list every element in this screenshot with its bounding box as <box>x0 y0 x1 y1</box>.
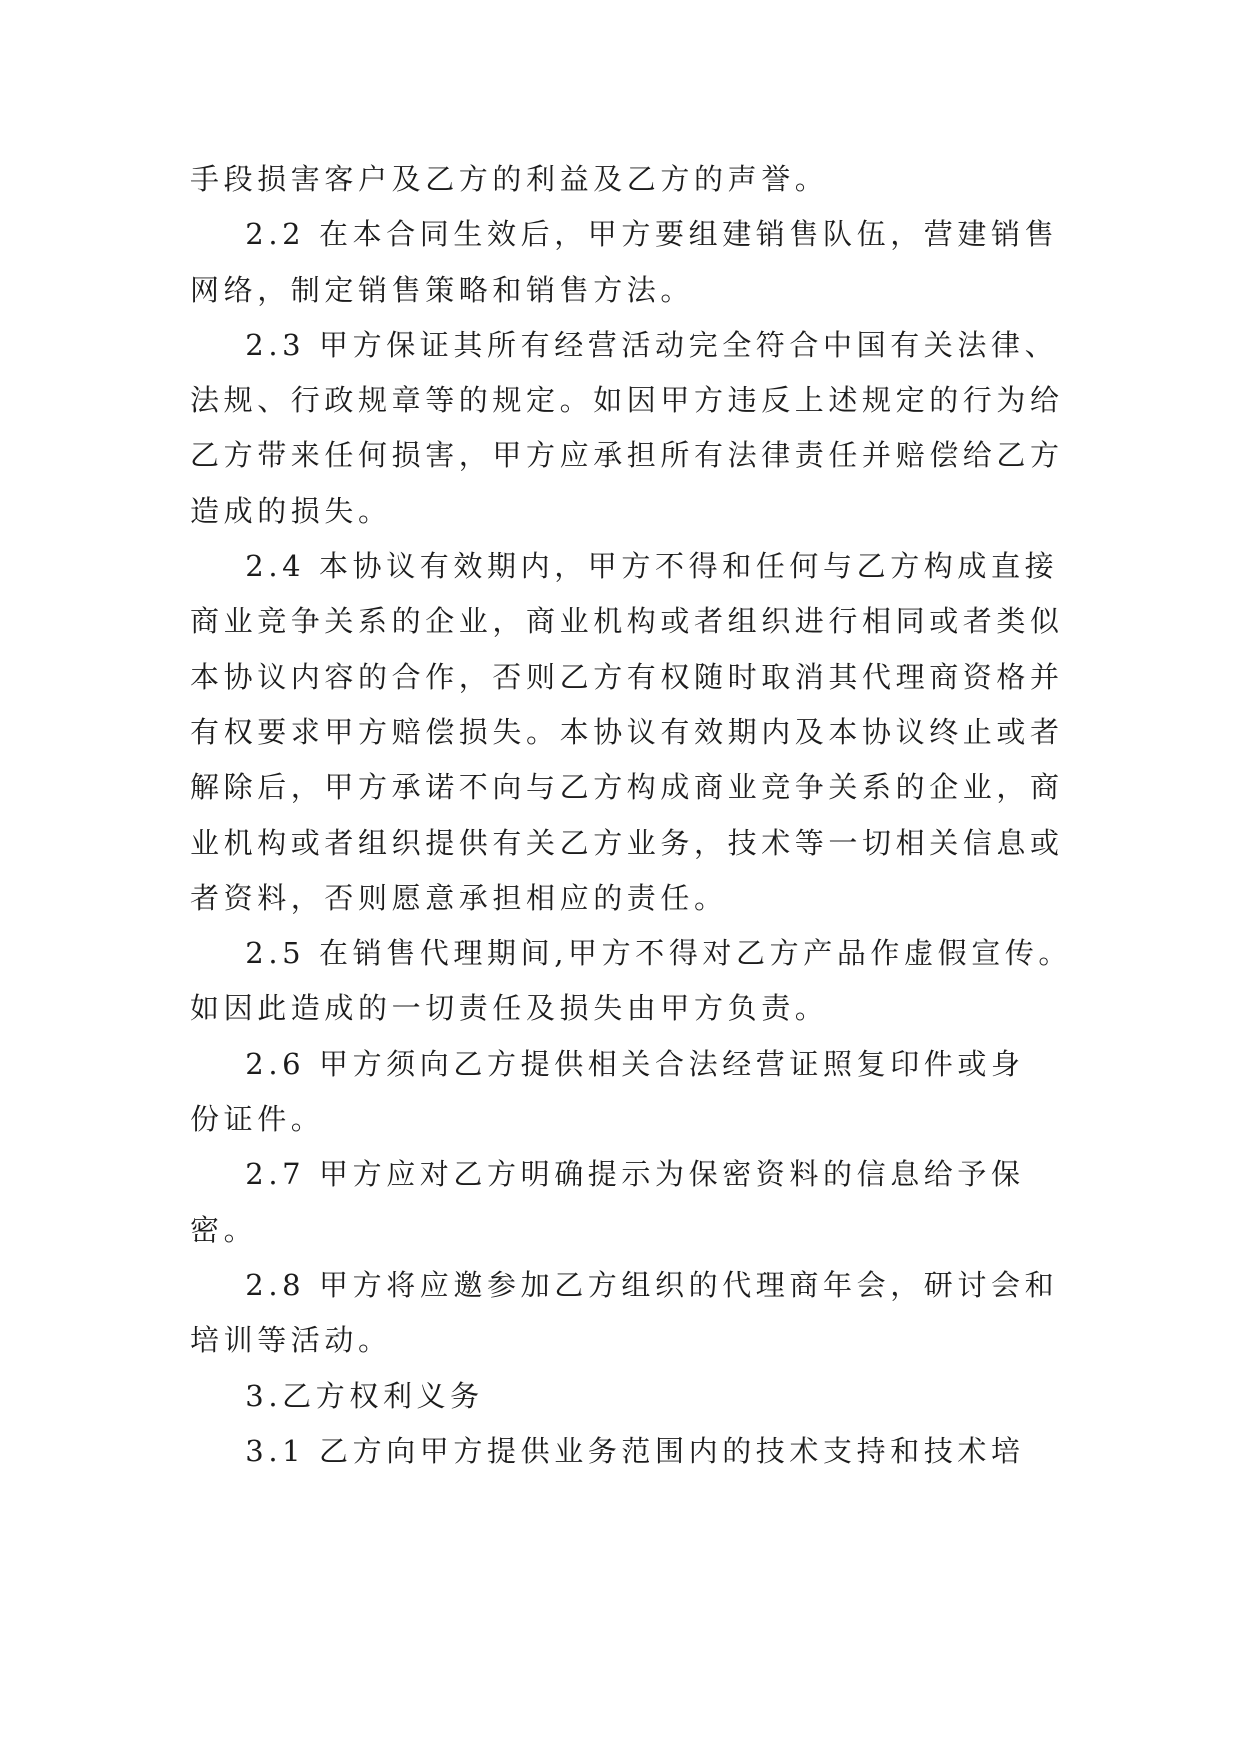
text-line: 2.2 在本合同生效后，甲方要组建销售队伍，营建销售 <box>190 217 1059 252</box>
text-line: 商业竞争关系的企业，商业机构或者组织进行相同或者类似 <box>190 604 1064 639</box>
text-line: 法规、行政规章等的规定。如因甲方违反上述规定的行为给 <box>190 383 1064 418</box>
text-line: 网络，制定销售策略和销售方法。 <box>190 272 695 307</box>
text-line: 业机构或者组织提供有关乙方业务，技术等一切相关信息或 <box>190 825 1064 860</box>
text-line: 本协议内容的合作，否则乙方有权随时取消其代理商资格并 <box>190 659 1064 694</box>
text-line: 2.8 甲方将应邀参加乙方组织的代理商年会，研讨会和 <box>190 1267 1059 1302</box>
text-line: 2.6 甲方须向乙方提供相关合法经营证照复印件或身 <box>190 1046 1025 1081</box>
text-line: 2.4 本协议有效期内，甲方不得和任何与乙方构成直接 <box>190 549 1059 584</box>
text-line: 3.1 乙方向甲方提供业务范围内的技术支持和技术培 <box>190 1433 1025 1468</box>
text-line: 造成的损失。 <box>190 493 392 528</box>
text-line: 2.5 在销售代理期间,甲方不得对乙方产品作虚假宣传。 <box>190 936 1073 971</box>
text-line: 2.3 甲方保证其所有经营活动完全符合中国有关法律、 <box>190 327 1059 362</box>
text-line: 3.乙方权利义务 <box>190 1378 484 1413</box>
text-line: 有权要求甲方赔偿损失。本协议有效期内及本协议终止或者 <box>190 714 1064 749</box>
text-line: 密。 <box>190 1212 258 1247</box>
text-line: 如因此造成的一切责任及损失由甲方负责。 <box>190 991 829 1026</box>
text-line: 培训等活动。 <box>190 1323 392 1358</box>
body-text <box>190 152 1073 1479</box>
text-line: 2.7 甲方应对乙方明确提示为保密资料的信息给予保 <box>190 1157 1025 1192</box>
text-line: 者资料，否则愿意承担相应的责任。 <box>190 880 728 915</box>
text-line: 手段损害客户及乙方的利益及乙方的声誉。 <box>190 162 829 196</box>
text-line: 份证件。 <box>190 1102 325 1137</box>
text-line: 乙方带来任何损害，甲方应承担所有法律责任并赔偿给乙方 <box>190 438 1064 473</box>
text-line: 解除后，甲方承诺不向与乙方构成商业竞争关系的企业，商 <box>190 770 1064 805</box>
